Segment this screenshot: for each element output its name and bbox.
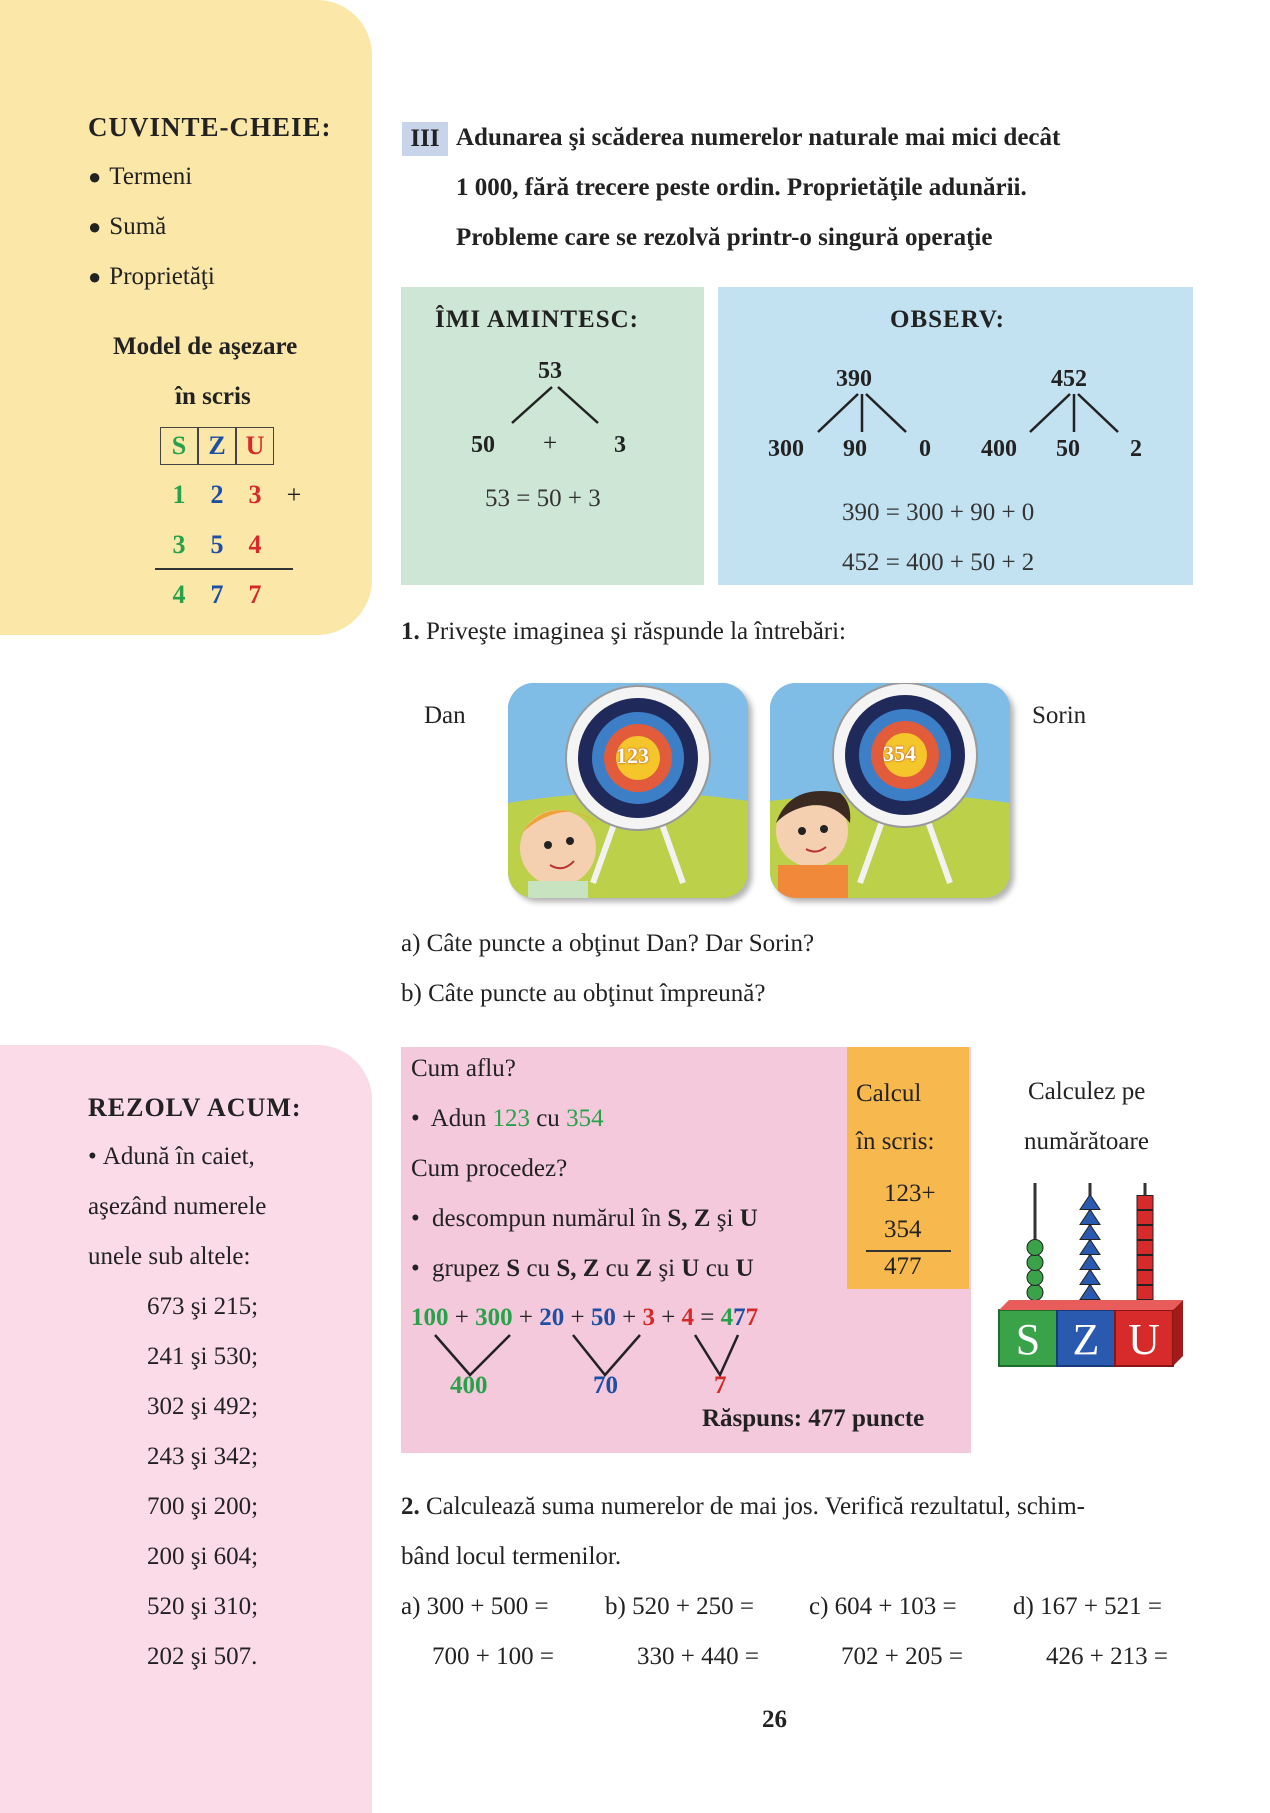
tree1-part: 90 xyxy=(843,436,867,462)
name-sorin: Sorin xyxy=(1032,702,1087,729)
step2-u: U xyxy=(735,1255,754,1282)
keyword-item: ● Sumă xyxy=(88,213,166,241)
group-tens: 70 xyxy=(593,1372,618,1399)
plus-sign: + xyxy=(570,1304,585,1331)
result-tens: 7 xyxy=(733,1304,746,1331)
abacus-bead xyxy=(1137,1211,1153,1225)
abacus-bead xyxy=(1137,1241,1153,1255)
tree-top: 53 xyxy=(538,358,562,384)
exercise-a-swap: 700 + 100 = xyxy=(432,1643,554,1670)
step1-text: descompun numărul în xyxy=(432,1205,662,1232)
number-pair: 243 şi 342; xyxy=(147,1443,259,1470)
lesson-title: Adunarea şi scăderea numerelor naturale mai mici decât xyxy=(456,124,1061,151)
abacus-letter-z: Z xyxy=(1072,1315,1100,1364)
digit: 7 xyxy=(210,580,224,609)
answer: Răspuns: 477 puncte xyxy=(702,1405,925,1432)
method-step-1 xyxy=(411,1205,758,1233)
illustration-dan xyxy=(508,683,748,898)
sum-term: 3 xyxy=(642,1304,655,1331)
sum-term: 100 xyxy=(411,1304,449,1331)
score-dan: 123 xyxy=(616,743,649,768)
exercise2-text-2: bând locul termenilor. xyxy=(401,1543,622,1570)
abacus-bead xyxy=(1080,1210,1100,1225)
model-result xyxy=(160,580,274,610)
equals-sign: = xyxy=(700,1304,715,1331)
exercise2-prompt xyxy=(401,1493,1085,1521)
step1-u: U xyxy=(739,1205,758,1232)
exercise-d-swap: 426 + 213 = xyxy=(1046,1643,1168,1670)
solve-now-heading: REZOLV ACUM: xyxy=(88,1093,302,1122)
exercise-d: d) 167 + 521 = xyxy=(1013,1593,1163,1620)
sum-term: 4 xyxy=(681,1304,695,1331)
step2-word: cu xyxy=(526,1255,551,1282)
tree2-branches xyxy=(1024,392,1124,434)
number-pair: 200 şi 604; xyxy=(147,1543,259,1570)
number-pair: 700 şi 200; xyxy=(147,1493,259,1520)
result-hundreds: 4 xyxy=(720,1304,734,1331)
observe-equation-2: 452 = 400 + 50 + 2 xyxy=(842,549,1035,576)
target-scene-sorin xyxy=(770,683,1010,898)
plus-sign: + xyxy=(518,1304,533,1331)
illustration-sorin xyxy=(770,683,1010,898)
column-u: U xyxy=(236,427,274,465)
keyword-item: ● Termeni xyxy=(88,163,192,191)
tree2-top: 452 xyxy=(1051,366,1087,392)
digit: 4 xyxy=(248,530,262,559)
written-result: 477 xyxy=(884,1253,922,1280)
abacus-bead xyxy=(1080,1255,1100,1270)
method-question-2: Cum procedez? xyxy=(411,1155,568,1182)
abacus-bead xyxy=(1080,1240,1100,1255)
plus-sign: + xyxy=(454,1304,469,1331)
step2-s: S, xyxy=(556,1255,577,1282)
exercise-b: b) 520 + 250 = xyxy=(605,1593,755,1620)
tree1-part: 300 xyxy=(768,436,804,462)
abacus-label: Calculez pe xyxy=(1028,1078,1146,1105)
tree2-part: 50 xyxy=(1056,436,1080,462)
exercise-c-swap: 702 + 205 = xyxy=(841,1643,963,1670)
abacus-letter-u: U xyxy=(1128,1315,1160,1364)
step2-z: Z xyxy=(582,1255,600,1282)
abacus-label-2: numărătoare xyxy=(1024,1128,1149,1155)
tree-op: + xyxy=(543,430,558,457)
solve-instruction-2: aşezând numerele xyxy=(88,1193,267,1220)
abacus-bead xyxy=(1027,1240,1043,1256)
block-side xyxy=(1173,1300,1183,1366)
number-354: 354 xyxy=(566,1105,604,1132)
exercise1-text: Priveşte imaginea şi răspunde la întrebări: xyxy=(426,618,847,645)
exercise2-number: 2. xyxy=(401,1493,420,1520)
score-sorin: 354 xyxy=(883,741,916,766)
abacus-bead xyxy=(1027,1285,1043,1301)
lesson-title-line-2: 1 000, fără trecere peste ordin. Proprietăţile adunării. xyxy=(456,174,1027,201)
step2-z: Z xyxy=(635,1255,653,1282)
step2-s: S xyxy=(506,1255,521,1282)
method-add-line xyxy=(411,1105,604,1133)
add-word: Adun xyxy=(430,1105,487,1132)
observe-equation-1: 390 = 300 + 90 + 0 xyxy=(842,499,1035,526)
question-a: a) Câte puncte a obţinut Dan? Dar Sorin? xyxy=(401,930,815,957)
sum-line xyxy=(155,568,293,570)
column-headers xyxy=(160,427,274,465)
tree2-part: 400 xyxy=(981,436,1017,462)
written-label-2: în scris: xyxy=(856,1128,935,1155)
abacus-bead xyxy=(1137,1226,1153,1240)
step2-word: cu xyxy=(605,1255,630,1282)
abacus-bead xyxy=(1080,1195,1100,1210)
tree-branches xyxy=(500,385,610,425)
lesson-title-line-3: Probleme care se rezolvă printr-o singură operaţie xyxy=(456,224,993,251)
written-sum-line xyxy=(866,1250,951,1252)
abacus-letter-s: S xyxy=(1015,1315,1041,1364)
plus-sign: + xyxy=(286,480,302,509)
block-top xyxy=(999,1300,1183,1310)
abacus-bead xyxy=(1080,1270,1100,1285)
model-subtitle: în scris xyxy=(175,383,251,410)
name-dan: Dan xyxy=(424,702,466,729)
grouping-lines xyxy=(430,1333,830,1383)
method-step-2 xyxy=(411,1255,754,1283)
sum-term: 50 xyxy=(590,1304,616,1331)
exercise-c: c) 604 + 103 = xyxy=(809,1593,957,1620)
tree1-branches xyxy=(812,392,912,434)
remember-heading: ÎMI AMINTESC: xyxy=(435,306,639,333)
abacus-bead xyxy=(1080,1285,1100,1300)
column-s: S xyxy=(160,427,198,465)
digit: 3 xyxy=(248,480,262,509)
abacus-bead xyxy=(1027,1270,1043,1286)
keywords-heading: CUVINTE-CHEIE: xyxy=(88,112,332,142)
abacus-bead xyxy=(1137,1271,1153,1285)
abacus xyxy=(995,1178,1185,1373)
digit: 4 xyxy=(172,580,186,609)
method-question-1: Cum aflu? xyxy=(411,1055,516,1082)
digit: 2 xyxy=(210,480,224,509)
tree2-part: 2 xyxy=(1130,436,1142,462)
abacus-bead xyxy=(1080,1225,1100,1240)
group-units: 7 xyxy=(714,1372,727,1399)
written-label: Calcul xyxy=(856,1080,922,1107)
sum-term: 300 xyxy=(475,1304,513,1331)
model-title: Model de aşezare xyxy=(113,333,298,360)
abacus-bead xyxy=(1137,1196,1153,1210)
plus-sign: + xyxy=(661,1304,676,1331)
exercise1-prompt xyxy=(401,618,846,646)
remember-equation: 53 = 50 + 3 xyxy=(485,485,601,512)
exercise2-text: Calculează suma numerelor de mai jos. Verifică rezultatul, schim- xyxy=(426,1493,1086,1520)
model-row-1 xyxy=(160,480,314,510)
exercise-a: a) 300 + 500 = xyxy=(401,1593,549,1620)
model-row-2 xyxy=(160,530,274,560)
exercise1-number: 1. xyxy=(401,618,420,645)
result-units: 7 xyxy=(745,1304,759,1331)
tree-left: 50 xyxy=(471,432,495,458)
number-123 xyxy=(492,1105,530,1132)
tree-right: 3 xyxy=(614,432,626,458)
plus-sign: + xyxy=(622,1304,637,1331)
number-pair: 241 şi 530; xyxy=(147,1343,259,1370)
digit: 1 xyxy=(172,480,186,509)
digit: 3 xyxy=(172,530,186,559)
exercise-b-swap: 330 + 440 = xyxy=(637,1643,759,1670)
number-pair: 302 şi 492; xyxy=(147,1393,259,1420)
sum-term: 20 xyxy=(539,1304,565,1331)
question-b: b) Câte puncte au obţinut împreună? xyxy=(401,980,766,1007)
column-z: Z xyxy=(198,427,236,465)
abacus-bead xyxy=(1137,1256,1153,1270)
sum-result xyxy=(721,1304,759,1331)
step2-word: grupez xyxy=(432,1255,501,1282)
step1-and: şi xyxy=(716,1205,734,1232)
digit: 5 xyxy=(210,530,224,559)
step2-u: U xyxy=(681,1255,700,1282)
step2-word: şi xyxy=(658,1255,676,1282)
tree1-part: 0 xyxy=(919,436,931,462)
solve-instruction-3: unele sub altele: xyxy=(88,1243,251,1270)
step2-word: cu xyxy=(705,1255,730,1282)
number-pair: 673 şi 215; xyxy=(147,1293,259,1320)
sum-expression xyxy=(411,1304,758,1332)
with-word: cu xyxy=(536,1105,560,1132)
number-pair: 202 şi 507. xyxy=(147,1643,258,1670)
abacus-bead xyxy=(1027,1255,1043,1271)
abacus-bead xyxy=(1137,1286,1153,1300)
page-number: 26 xyxy=(762,1706,787,1733)
number-pair: 520 şi 310; xyxy=(147,1593,259,1620)
target-scene-dan xyxy=(508,683,748,898)
group-hundreds: 400 xyxy=(450,1372,488,1399)
keyword-item: ● Proprietăţi xyxy=(88,263,215,291)
step1-sz: S, Z xyxy=(667,1205,711,1232)
written-line-1: 123+ xyxy=(884,1180,936,1207)
lesson-badge: III xyxy=(402,122,448,156)
tree1-top: 390 xyxy=(836,366,872,392)
observe-heading: OBSERV: xyxy=(890,306,1005,333)
solve-instruction: • Adună în caiet, xyxy=(88,1143,255,1171)
n1-value: 123 xyxy=(492,1105,530,1132)
written-line-2: 354 xyxy=(884,1216,922,1243)
digit: 7 xyxy=(248,580,262,609)
